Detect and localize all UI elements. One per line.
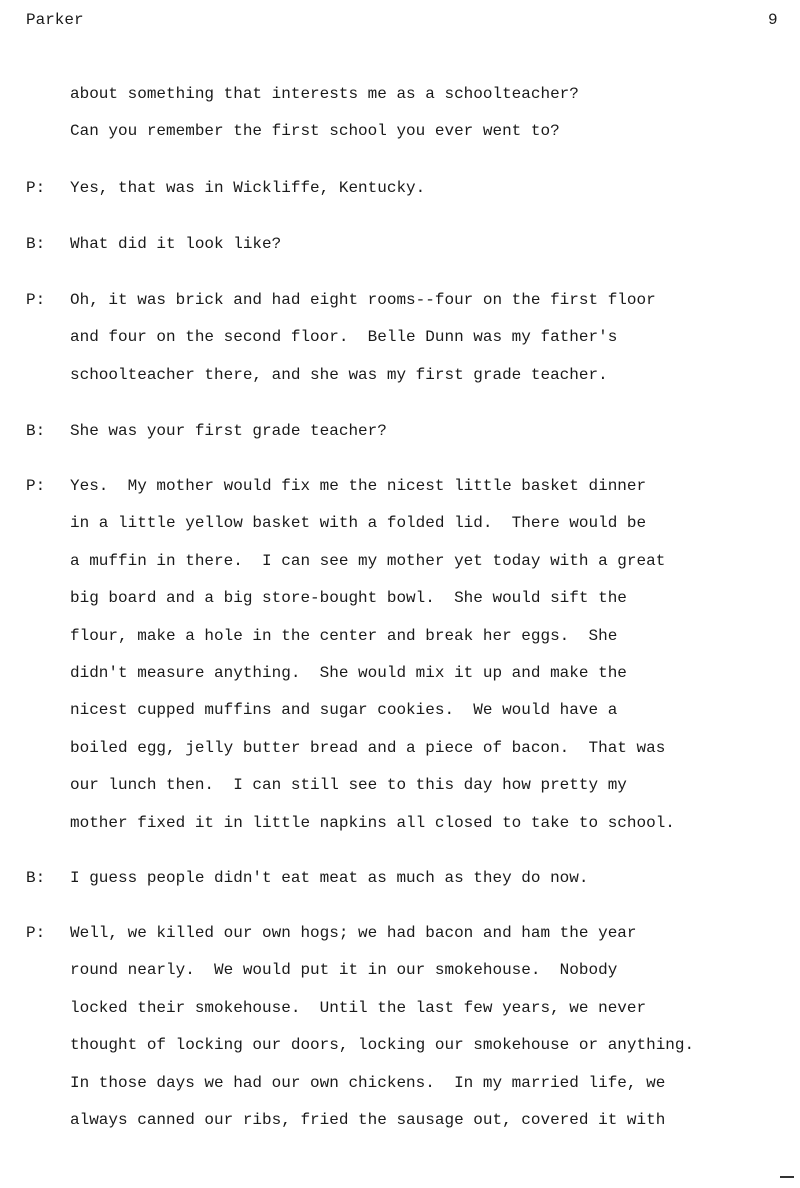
text-line: schoolteacher there, and she was my first grade teacher. — [70, 365, 608, 384]
footer-mark — [780, 1176, 794, 1178]
text-line: What did it look like? — [70, 235, 282, 253]
text-line: In those days we had our own chickens. In my married life, we — [70, 1073, 666, 1092]
speaker-label: P: — [26, 179, 46, 197]
text-line: our lunch then. I can still see to this day how pretty my — [70, 776, 627, 795]
speaker-label: B: — [26, 422, 46, 440]
text-line: in a little yellow basket with a folded lid. There would be — [70, 514, 647, 533]
text-line: Oh, it was brick and had eight rooms--four on the first floor — [70, 291, 656, 309]
speaker-label: B: — [26, 235, 46, 253]
text-line: didn't measure anything. She would mix it up and make the — [70, 664, 627, 682]
text-line: boiled egg, jelly butter bread and a piece of bacon. That was — [70, 738, 666, 757]
text-line: a muffin in there. I can see my mother yet today with a great — [70, 551, 666, 570]
text-line: mother fixed it in little napkins all closed to take to school. — [70, 813, 675, 832]
text-line: about something that interests me as a schoolteacher? — [70, 85, 579, 103]
text-line: thought of locking our doors, locking our smokehouse or anything. — [70, 1036, 695, 1055]
text-line: Can you remember the first school you ever went to? — [70, 122, 560, 141]
text-line: and four on the second floor. Belle Dunn was my father's — [70, 328, 618, 347]
text-line: I guess people didn't eat meat as much as they do now. — [70, 869, 589, 887]
text-line: round nearly. We would put it in our smokehouse. Nobody — [70, 961, 618, 980]
speaker-label: P: — [26, 477, 46, 495]
text-line: nicest cupped muffins and sugar cookies. We would have a — [70, 701, 618, 720]
page-number: 9 — [768, 11, 778, 29]
text-line: Yes. My mother would fix me the nicest little basket dinner — [70, 477, 647, 495]
text-line: Well, we killed our own hogs; we had bacon and ham the year — [70, 924, 637, 942]
text-line: big board and a big store-bought bowl. She would sift the — [70, 589, 627, 608]
header-interviewee-name: Parker — [26, 11, 84, 29]
text-line: She was your first grade teacher? — [70, 422, 387, 440]
speaker-label: P: — [26, 924, 46, 942]
speaker-label: P: — [26, 291, 46, 309]
text-line: locked their smokehouse. Until the last few years, we never — [70, 998, 647, 1017]
speaker-label: B: — [26, 869, 46, 887]
text-line: flour, make a hole in the center and break her eggs. She — [70, 626, 618, 645]
text-line: Yes, that was in Wickliffe, Kentucky. — [70, 179, 426, 197]
text-line: always canned our ribs, fried the sausage out, covered it with — [70, 1111, 666, 1129]
